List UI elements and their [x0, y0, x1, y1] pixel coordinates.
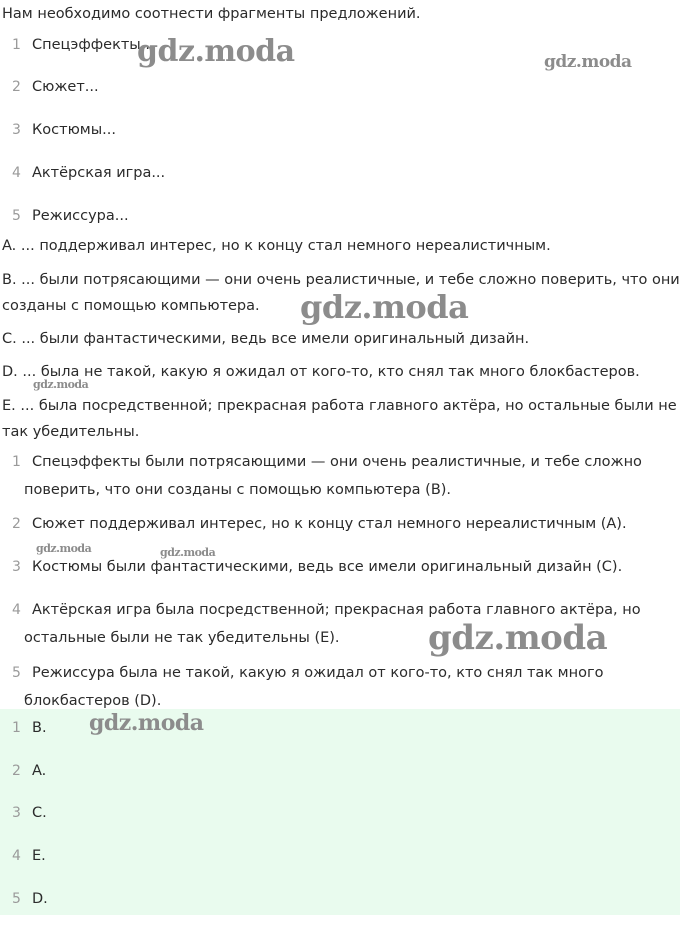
answer-value: C.: [32, 805, 47, 821]
ending-e: E. ... была посредственной; прекрасная работа главного актёра, но остальные были не: [2, 398, 677, 414]
list-item-number: 1: [12, 454, 21, 470]
list-item-number: 2: [12, 516, 21, 532]
watermark: gdz.moda: [544, 52, 632, 72]
ending-e-cont: так убедительны.: [2, 424, 140, 440]
list-item-cont: блокбастеров (D).: [24, 693, 162, 709]
ending-c: C. ... были фантастическими, ведь все имели оригинальный дизайн.: [2, 331, 530, 347]
list-item: Спецэффекты...: [32, 37, 155, 53]
answers-panel: [0, 709, 680, 915]
answer-number: 5: [12, 891, 21, 907]
list-item: Актёрская игра...: [32, 165, 166, 181]
list-item: Актёрская игра была посредственной; прекрасная работа главного актёра, но: [32, 602, 641, 618]
watermark: gdz.moda: [137, 34, 295, 69]
answer-value: D.: [32, 891, 48, 907]
watermark: gdz.moda: [160, 546, 216, 559]
answer-number: 1: [12, 720, 21, 736]
intro-text: Нам необходимо соотнести фрагменты предложений.: [2, 6, 421, 22]
list-item: Костюмы были фантастическими, ведь все имели оригинальный дизайн (C).: [32, 559, 623, 575]
list-item: Режиссура была не такой, какую я ожидал от кого-то, кто снял так много: [32, 665, 604, 681]
ending-b: B. ... были потрясающими — они очень реалистичные, и тебе сложно поверить, что они: [2, 272, 680, 288]
list-item-number: 3: [12, 122, 21, 138]
ending-a: A. ... поддерживал интерес, но к концу стал немного нереалистичным.: [2, 238, 551, 254]
answer-number: 3: [12, 805, 21, 821]
list-item-number: 1: [12, 37, 21, 53]
answer-number: 2: [12, 763, 21, 779]
list-item-cont: поверить, что они созданы с помощью компьютера (B).: [24, 482, 452, 498]
list-item-number: 4: [12, 602, 21, 618]
answer-number: 4: [12, 848, 21, 864]
watermark: gdz.moda: [36, 542, 92, 555]
list-item-number: 5: [12, 665, 21, 681]
list-item: Сюжет...: [32, 79, 99, 95]
list-item-number: 5: [12, 208, 21, 224]
answer-value: A.: [32, 763, 47, 779]
list-item: Костюмы...: [32, 122, 117, 138]
watermark: gdz.moda: [300, 288, 469, 326]
list-item: Сюжет поддерживал интерес, но к концу стал немного нереалистичным (A).: [32, 516, 627, 532]
ending-d: D. ... была не такой, какую я ожидал от кого-то, кто снял так много блокбастеров.: [2, 364, 640, 380]
list-item-cont: остальные были не так убедительны (E).: [24, 630, 340, 646]
answer-value: B.: [32, 720, 47, 736]
list-item-number: 4: [12, 165, 21, 181]
watermark: gdz.moda: [33, 378, 89, 391]
list-item: Спецэффекты были потрясающими — они очень реалистичные, и тебе сложно: [32, 454, 642, 470]
answer-value: E.: [32, 848, 46, 864]
ending-b-cont: созданы с помощью компьютера.: [2, 298, 260, 314]
watermark: gdz.moda: [89, 710, 204, 736]
watermark: gdz.moda: [428, 618, 608, 658]
list-item: Режиссура...: [32, 208, 129, 224]
list-item-number: 2: [12, 79, 21, 95]
list-item-number: 3: [12, 559, 21, 575]
